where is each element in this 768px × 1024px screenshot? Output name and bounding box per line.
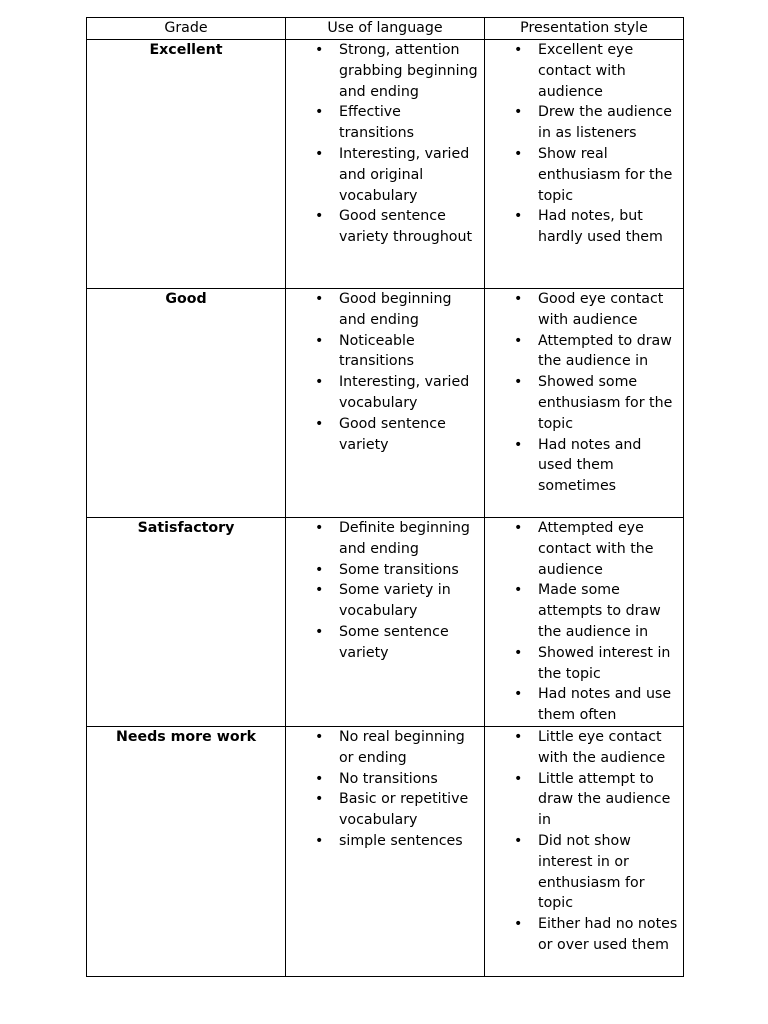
header-row: [87, 18, 684, 40]
list-item: • Definite beginning and ending: [286, 518, 484, 560]
presentation-list: [485, 40, 683, 248]
header-grade: Grade: [87, 18, 286, 40]
list-item: • Some sentence variety: [286, 622, 484, 664]
presentation-cell: [485, 727, 684, 977]
language-list: [286, 518, 484, 664]
list-item: • Good sentence variety: [286, 414, 484, 456]
list-item: • simple sentences: [286, 831, 484, 852]
language-cell: [286, 518, 485, 727]
list-item: • Little eye contact with the audience: [485, 727, 683, 769]
list-item: • Good sentence variety throughout: [286, 206, 484, 248]
list-item: • Effective transitions: [286, 102, 484, 144]
list-item: • Strong, attention grabbing beginning and ending: [286, 40, 484, 102]
list-item: • Little attempt to draw the audience in: [485, 769, 683, 831]
language-list: [286, 289, 484, 455]
presentation-list: [485, 727, 683, 956]
list-item: • Had notes and used them sometimes: [485, 435, 683, 497]
presentation-list: [485, 289, 683, 497]
presentation-cell: [485, 518, 684, 727]
list-item: • Interesting, varied vocabulary: [286, 372, 484, 414]
header-use-of-language: Use of language: [286, 18, 485, 40]
rubric-table: [86, 17, 684, 977]
presentation-list: [485, 518, 683, 726]
list-item: • Excellent eye contact with audience: [485, 40, 683, 102]
grade-cell: Needs more work: [87, 727, 286, 977]
list-item: • Made some attempts to draw the audience in: [485, 580, 683, 642]
table-row-excellent: [87, 40, 684, 289]
list-item: • Good beginning and ending: [286, 289, 484, 331]
list-item: • Drew the audience in as listeners: [485, 102, 683, 144]
list-item: • No real beginning or ending: [286, 727, 484, 769]
list-item: • Good eye contact with audience: [485, 289, 683, 331]
language-cell: [286, 727, 485, 977]
list-item: • Attempted to draw the audience in: [485, 331, 683, 373]
list-item: • Interesting, varied and original vocabulary: [286, 144, 484, 206]
list-item: • Had notes and use them often: [485, 684, 683, 726]
list-item: • Did not show interest in or enthusiasm for topic: [485, 831, 683, 914]
list-item: • Either had no notes or over used them: [485, 914, 683, 956]
presentation-cell: [485, 289, 684, 518]
table-row-needs-more-work: [87, 727, 684, 977]
language-cell: [286, 289, 485, 518]
list-item: • Basic or repetitive vocabulary: [286, 789, 484, 831]
list-item: • Attempted eye contact with the audience: [485, 518, 683, 580]
grade-cell: Satisfactory: [87, 518, 286, 727]
header-presentation-style: Presentation style: [485, 18, 684, 40]
table-row-good: [87, 289, 684, 518]
list-item: • Some variety in vocabulary: [286, 580, 484, 622]
list-item: • No transitions: [286, 769, 484, 790]
language-list: [286, 40, 484, 248]
grade-cell: Good: [87, 289, 286, 518]
list-item: • Showed interest in the topic: [485, 643, 683, 685]
grade-cell: Excellent: [87, 40, 286, 289]
language-list: [286, 727, 484, 852]
language-cell: [286, 40, 485, 289]
presentation-cell: [485, 40, 684, 289]
table-row-satisfactory: [87, 518, 684, 727]
list-item: • Showed some enthusiasm for the topic: [485, 372, 683, 434]
list-item: • Some transitions: [286, 560, 484, 581]
list-item: • Had notes, but hardly used them: [485, 206, 683, 248]
list-item: • Show real enthusiasm for the topic: [485, 144, 683, 206]
list-item: • Noticeable transitions: [286, 331, 484, 373]
